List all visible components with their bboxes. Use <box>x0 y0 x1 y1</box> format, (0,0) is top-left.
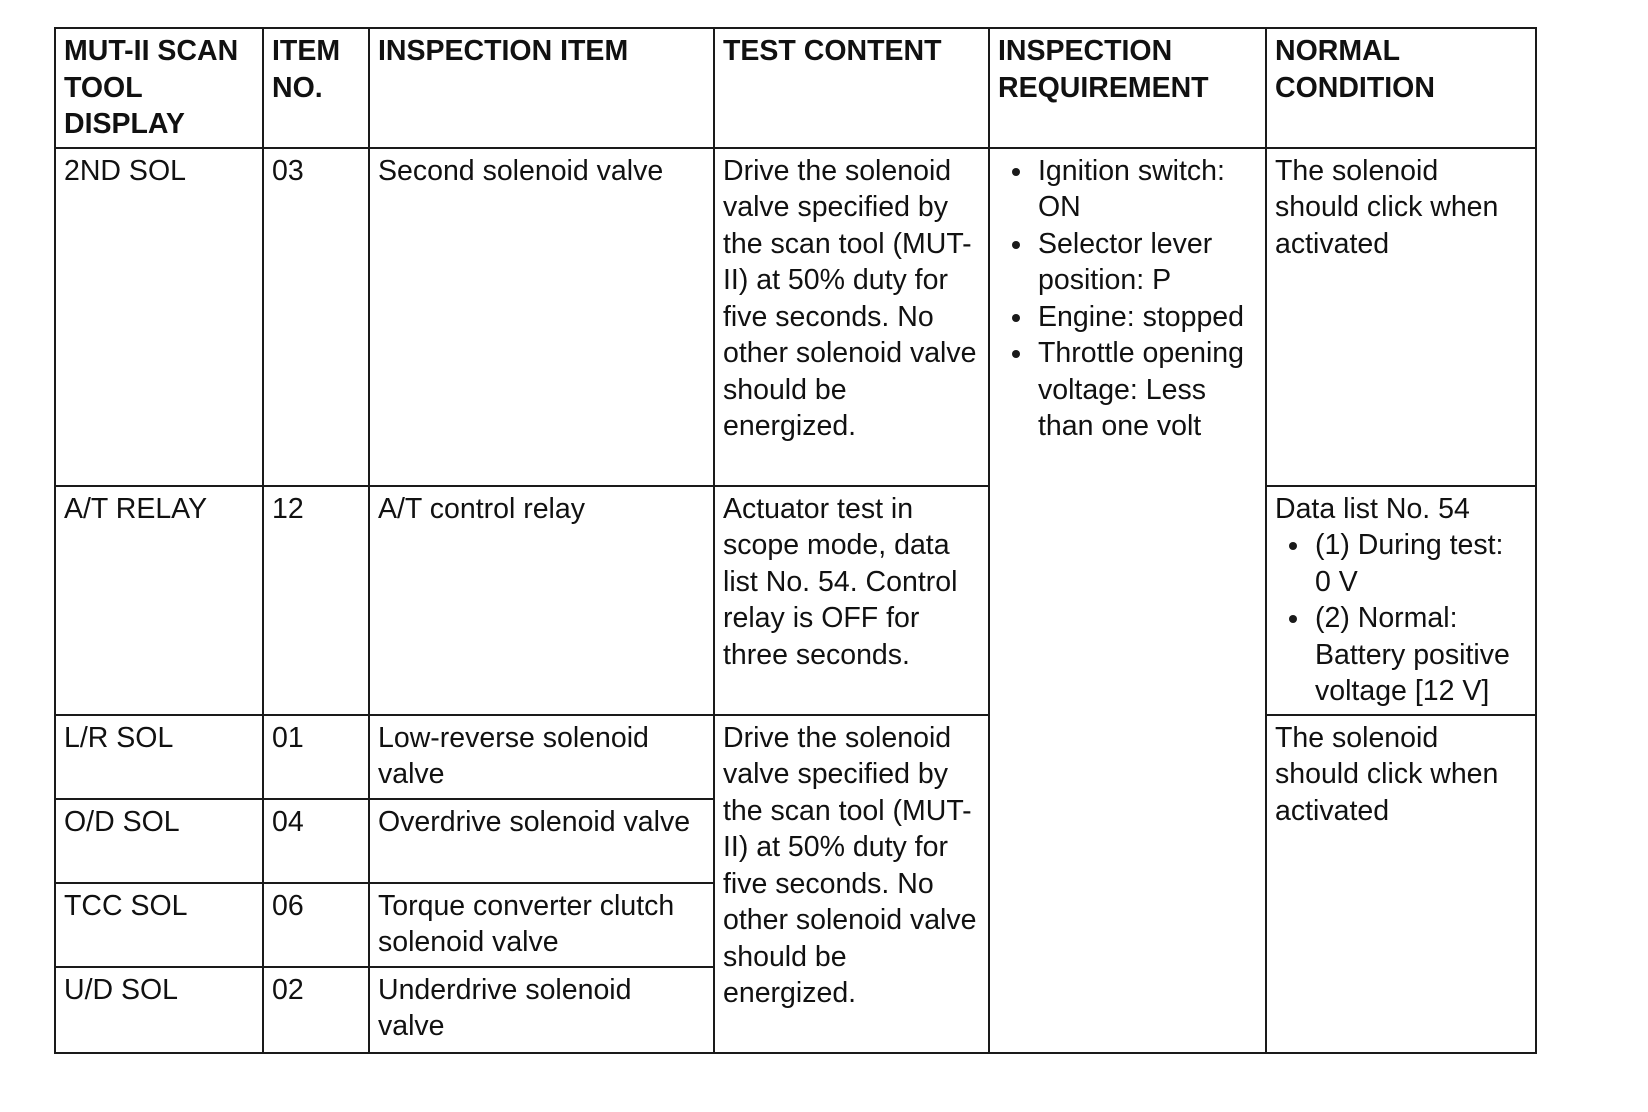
relay-condition-list <box>1275 527 1527 710</box>
cell-display: O/D SOL <box>55 799 263 883</box>
header-test-content: TEST CONTENT <box>714 28 989 148</box>
cell-inspection-item: Low-reverse solenoid valve <box>369 715 714 799</box>
data-list-title: Data list No. 54 <box>1275 492 1470 525</box>
header-display: MUT-II SCAN TOOL DISPLAY <box>55 28 263 148</box>
header-normal-condition: NORMAL CONDITION <box>1266 28 1536 148</box>
cell-test-content: Actuator test in scope mode, data list No. 54. Control relay is OFF for three seconds. <box>714 486 989 715</box>
requirement-item: Ignition switch: ON <box>1038 153 1257 226</box>
cell-display: A/T RELAY <box>55 486 263 715</box>
cell-inspection-item: Torque converter clutch solenoid valve <box>369 883 714 967</box>
header-item-no: ITEM NO. <box>263 28 369 148</box>
cell-item-no: 12 <box>263 486 369 715</box>
table-row <box>55 486 1536 715</box>
inspection-table <box>54 27 1537 1054</box>
cell-item-no: 02 <box>263 967 369 1053</box>
header-inspection-item: INSPECTION ITEM <box>369 28 714 148</box>
requirement-item: Throttle opening voltage: Less than one volt <box>1038 335 1257 445</box>
cell-normal-condition: The solenoid should click when activated <box>1266 148 1536 486</box>
relay-condition-item: (2) Normal: Battery positive voltage [12 V] <box>1315 600 1527 710</box>
cell-inspection-item: Second solenoid valve <box>369 148 714 486</box>
cell-display: 2ND SOL <box>55 148 263 486</box>
cell-item-no: 04 <box>263 799 369 883</box>
requirement-list <box>998 153 1257 445</box>
cell-inspection-item: A/T control relay <box>369 486 714 715</box>
cell-item-no: 06 <box>263 883 369 967</box>
cell-item-no: 01 <box>263 715 369 799</box>
cell-display: L/R SOL <box>55 715 263 799</box>
cell-display: U/D SOL <box>55 967 263 1053</box>
cell-inspection-requirement <box>989 148 1266 1053</box>
cell-normal-condition <box>1266 486 1536 715</box>
cell-normal-condition: The solenoid should click when activated <box>1266 715 1536 1053</box>
cell-test-content: Drive the solenoid valve specified by the scan tool (MUT-II) at 50% duty for five seconds. No other solenoid valve should be energized. <box>714 148 989 486</box>
cell-test-content: Drive the solenoid valve specified by the scan tool (MUT-II) at 50% duty for five seconds. No other solenoid valve should be energized. <box>714 715 989 1053</box>
requirement-item: Selector lever position: P <box>1038 226 1257 299</box>
table-row <box>55 715 1536 799</box>
cell-display: TCC SOL <box>55 883 263 967</box>
header-inspection-requirement: INSPECTION REQUIREMENT <box>989 28 1266 148</box>
requirement-item: Engine: stopped <box>1038 299 1257 336</box>
table-row <box>55 148 1536 486</box>
cell-inspection-item: Overdrive solenoid valve <box>369 799 714 883</box>
cell-inspection-item: Underdrive solenoid valve <box>369 967 714 1053</box>
relay-condition-item: (1) During test: 0 V <box>1315 527 1527 600</box>
header-row <box>55 28 1536 148</box>
cell-item-no: 03 <box>263 148 369 486</box>
